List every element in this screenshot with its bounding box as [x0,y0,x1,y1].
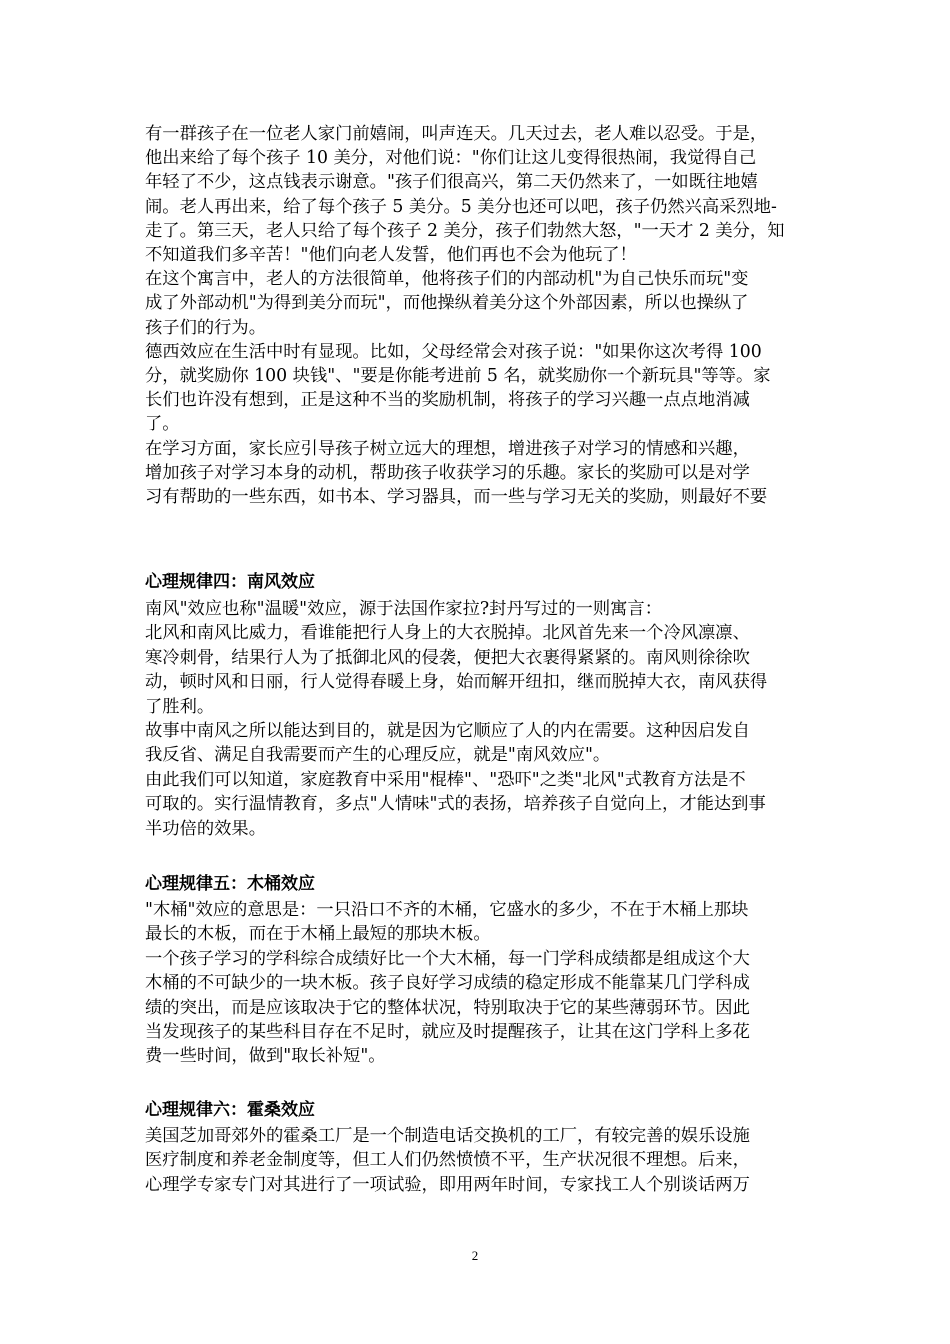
text-line: 有一群孩子在一位老人家门前嬉闹，叫声连天。几天过去，老人难以忍受。于是， [145,124,768,144]
text-line: 最长的木板，而在于木桶上最短的那块木板。 [145,924,491,945]
text-line: 年轻了不少，这点钱表示谢意。"孩子们很高兴，第二天仍然来了，一如既往地嬉 [145,172,758,193]
text-line: 他出来给了每个孩子 10 美分，对他们说："你们让这儿变得很热闹，我觉得自己 [145,148,757,169]
text-line: "木桶"效应的意思是：一只沿口不齐的木桶，它盛水的多少，不在于木桶上那块 [145,900,749,920]
text-line: 北风和南风比威力，看谁能把行人身上的大衣脱掉。北风首先来一个冷风凛凛、 [145,623,750,644]
section-heading-hawthorne: 心理规律六：霍桑效应 [145,1100,315,1120]
text-line: 分，就奖励你 100 块钱"、"要是你能考进前 5 名，就奖励你一个新玩具"等等。家 [145,366,771,386]
text-line: 可取的。实行温情教育，多点"人情味"式的表扬，培养孩子自觉向上，才能达到事 [145,794,766,815]
text-line: 由此我们可以知道，家庭教育中采用"棍棒"、"恐吓"之类"北风"式教育方法是不 [145,769,746,790]
text-line: 不知道我们多辛苦！"他们向老人发誓，他们再也不会为他玩了！ [145,245,637,265]
text-line: 了。 [145,414,180,435]
text-line: 费一些时间，做到"取长补短"。 [145,1046,386,1067]
text-line: 故事中南风之所以能达到目的，就是因为它顺应了人的内在需要。这种因启发自 [145,721,750,741]
text-line: 寒冷刺骨，结果行人为了抵御北风的侵袭，便把大衣裹得紧紧的。南风则徐徐吹 [145,647,750,668]
text-line: 在这个寓言中，老人的方法很简单，他将孩子们的内部动机"为自己快乐而玩"变 [145,269,749,290]
text-line: 木桶的不可缺少的一块木板。孩子良好学习成绩的稳定形成不能靠某几门学科成 [145,973,750,994]
text-line: 长们也许没有想到，正是这种不当的奖励机制，将孩子的学习兴趣一点点地消减 [145,390,750,411]
text-line: 绩的突出，而是应该取决于它的整体状况，特别取决于它的某些薄弱环节。因此 [145,997,750,1018]
text-line: 一个孩子学习的学科综合成绩好比一个大木桶，每一门学科成绩都是组成这个大 [145,948,750,969]
text-line: 走了。第三天，老人只给了每个孩子 2 美分，孩子们勃然大怒，"一天才 2 美分，知 [145,220,785,241]
text-line: 成了外部动机"为得到美分而玩"，而他操纵着美分这个外部因素，所以也操纵了 [145,293,749,314]
text-line: 闹。老人再出来，给了每个孩子 5 美分。5 美分也还可以吧，孩子仍然兴高采烈地- [145,196,777,217]
text-line: 孩子们的行为。 [145,317,266,338]
text-line: 南风"效应也称"温暖"效应，源于法国作家拉?封丹写过的一则寓言： [145,599,662,619]
text-line: 心理学专家专门对其进行了一项试验，即用两年时间，专家找工人个别谈话两万 [145,1174,750,1195]
text-line: 动，顿时风和日丽，行人觉得春暖上身，始而解开纽扣，继而脱掉大衣，南风获得 [145,672,768,693]
page-number: 2 [471,1248,479,1263]
text-line: 美国芝加哥郊外的霍桑工厂是一个制造电话交换机的工厂，有较完善的娱乐设施 [145,1126,750,1146]
section-heading-bucket: 心理规律五：木桶效应 [145,874,315,894]
text-line: 半功倍的效果。 [145,818,266,839]
text-line: 我反省、满足自我需要而产生的心理反应，就是"南风效应"。 [145,745,611,766]
text-line: 习有帮助的一些东西，如书本、学习器具，而一些与学习无关的奖励，则最好不要 [145,487,768,507]
text-line: 在学习方面，家长应引导孩子树立远大的理想，增进孩子对学习的情感和兴趣， [145,438,750,459]
text-line: 医疗制度和养老金制度等，但工人们仍然愤愤不平，生产状况很不理想。后来， [145,1150,750,1171]
section-heading-south-wind: 心理规律四：南风效应 [145,572,315,592]
text-line: 增加孩子对学习本身的动机，帮助孩子收获学习的乐趣。家长的奖励可以是对学 [145,462,750,483]
text-line: 德西效应在生活中时有显现。比如，父母经常会对孩子说："如果你这次考得 100 [145,341,762,362]
text-line: 了胜利。 [145,696,215,717]
text-line: 当发现孩子的某些科目存在不足时，就应及时提醒孩子，让其在这门学科上多花 [145,1022,750,1042]
